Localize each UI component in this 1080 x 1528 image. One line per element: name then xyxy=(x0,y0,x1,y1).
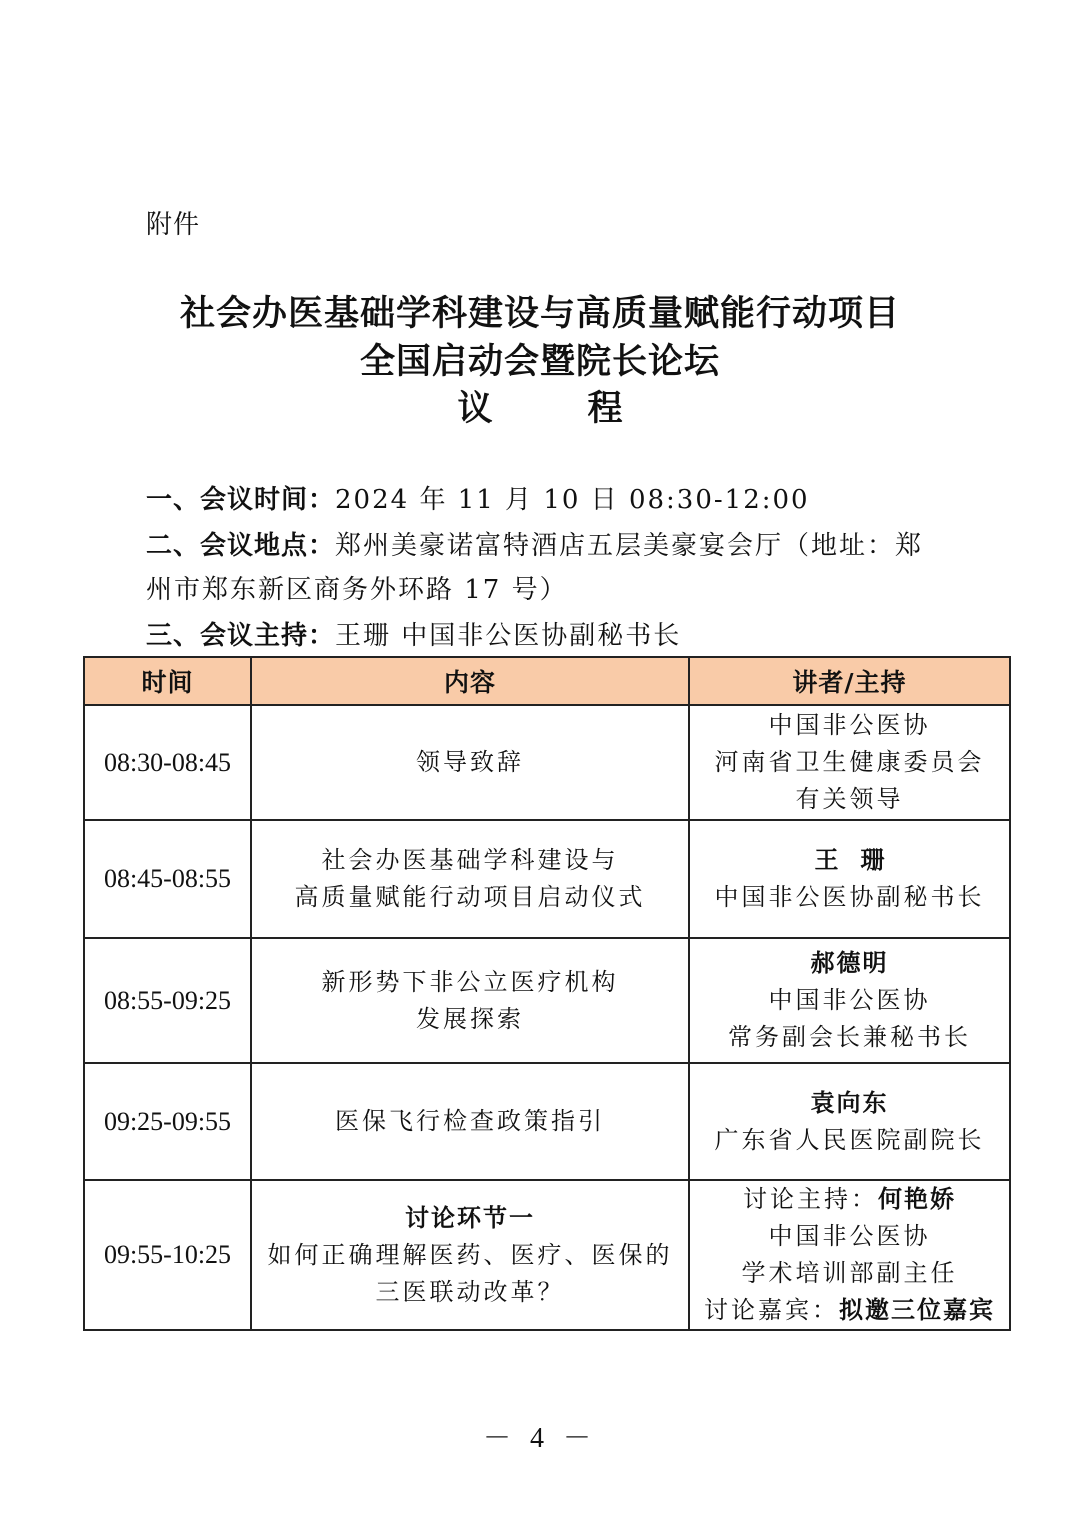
content-line: 新形势下非公立医疗机构 xyxy=(321,967,619,996)
moderator-line xyxy=(690,1181,1009,1218)
guests-line xyxy=(690,1292,1009,1329)
table-row xyxy=(84,820,1010,938)
row-speaker xyxy=(689,1063,1010,1180)
content-line: 如何正确理解医药、医疗、医保的 xyxy=(267,1240,673,1269)
speaker-line: 中国非公医协副秘书长 xyxy=(714,883,985,911)
meeting-host-label: 三、会议主持： xyxy=(146,621,336,651)
row-content xyxy=(251,705,689,820)
meeting-place-value-2: 州市郑东新区商务外环路 17 号） xyxy=(146,575,568,605)
agenda-table xyxy=(83,656,1011,1331)
row-speaker xyxy=(689,705,1010,820)
header-time: 时间 xyxy=(84,657,251,705)
row-content xyxy=(251,820,689,938)
moderator-label: 讨论主持： xyxy=(743,1185,878,1213)
meeting-place xyxy=(146,524,946,612)
table-row xyxy=(84,705,1010,820)
agenda-header-row xyxy=(84,657,1010,705)
content-line: 医保飞行检查政策指引 xyxy=(335,1107,605,1135)
header-content: 内容 xyxy=(251,657,689,705)
page-number: － 4 － xyxy=(482,1423,597,1454)
attachment-label: 附件 xyxy=(146,210,201,240)
speaker-name: 郝德明 xyxy=(810,949,889,977)
meeting-time xyxy=(146,478,946,522)
row-content xyxy=(251,1180,689,1330)
speaker-line: 常务副会长兼秘书长 xyxy=(728,1023,971,1051)
speaker-name: 袁向东 xyxy=(810,1088,889,1117)
meeting-host xyxy=(146,614,946,658)
title-agenda: 议 程 xyxy=(457,389,653,429)
guests-value: 拟邀三位嘉宾 xyxy=(839,1296,995,1324)
table-row xyxy=(84,938,1010,1063)
content-title: 讨论环节一 xyxy=(405,1203,535,1232)
table-row xyxy=(84,1180,1010,1330)
header-speaker: 讲者/主持 xyxy=(689,657,1010,705)
title-line-1: 社会办医基础学科建设与高质量赋能行动项目 xyxy=(179,294,900,334)
row-time: 09:55-10:25 xyxy=(84,1180,251,1330)
table-row xyxy=(84,1063,1010,1180)
meeting-place-value-1: 郑州美豪诺富特酒店五层美豪宴会厅（地址：郑 xyxy=(335,531,924,561)
content-line: 高质量赋能行动项目启动仪式 xyxy=(294,883,646,911)
speaker-line: 广东省人民医院副院长 xyxy=(714,1125,985,1154)
title-line-2: 全国启动会暨院长论坛 xyxy=(359,342,720,382)
speaker-line: 有关领导 xyxy=(795,785,904,813)
document-title xyxy=(0,290,1080,432)
meeting-time-label: 一、会议时间： xyxy=(146,485,336,515)
content-line: 社会办医基础学科建设与 xyxy=(321,846,619,874)
meeting-host-value: 王珊 中国非公医协副秘书长 xyxy=(335,621,682,651)
row-time: 08:45-08:55 xyxy=(84,820,251,938)
guests-label: 讨论嘉宾： xyxy=(704,1296,839,1324)
row-content xyxy=(251,1063,689,1180)
row-speaker xyxy=(689,820,1010,938)
meeting-time-value: 2024 年 11 月 10 日 08:30-12:00 xyxy=(335,485,810,515)
content-line: 三医联动改革？ xyxy=(375,1277,565,1306)
speaker-line: 河南省卫生健康委员会 xyxy=(714,748,985,776)
row-speaker xyxy=(689,1180,1010,1330)
speaker-line: 中国非公医协 xyxy=(768,986,931,1014)
row-time: 08:55-09:25 xyxy=(84,938,251,1063)
speaker-line: 学术培训部副主任 xyxy=(741,1259,958,1287)
row-content xyxy=(251,938,689,1063)
content-line: 发展探索 xyxy=(416,1004,524,1033)
row-speaker xyxy=(689,938,1010,1063)
row-time: 09:25-09:55 xyxy=(84,1063,251,1180)
speaker-line: 中国非公医协 xyxy=(768,711,931,739)
moderator-name: 何艳娇 xyxy=(878,1185,956,1213)
row-time: 08:30-08:45 xyxy=(84,705,251,820)
speaker-name: 王珊 xyxy=(814,846,907,874)
speaker-line: 中国非公医协 xyxy=(768,1222,931,1250)
content-line: 领导致辞 xyxy=(416,748,524,776)
meeting-place-label: 二、会议地点： xyxy=(146,531,336,561)
